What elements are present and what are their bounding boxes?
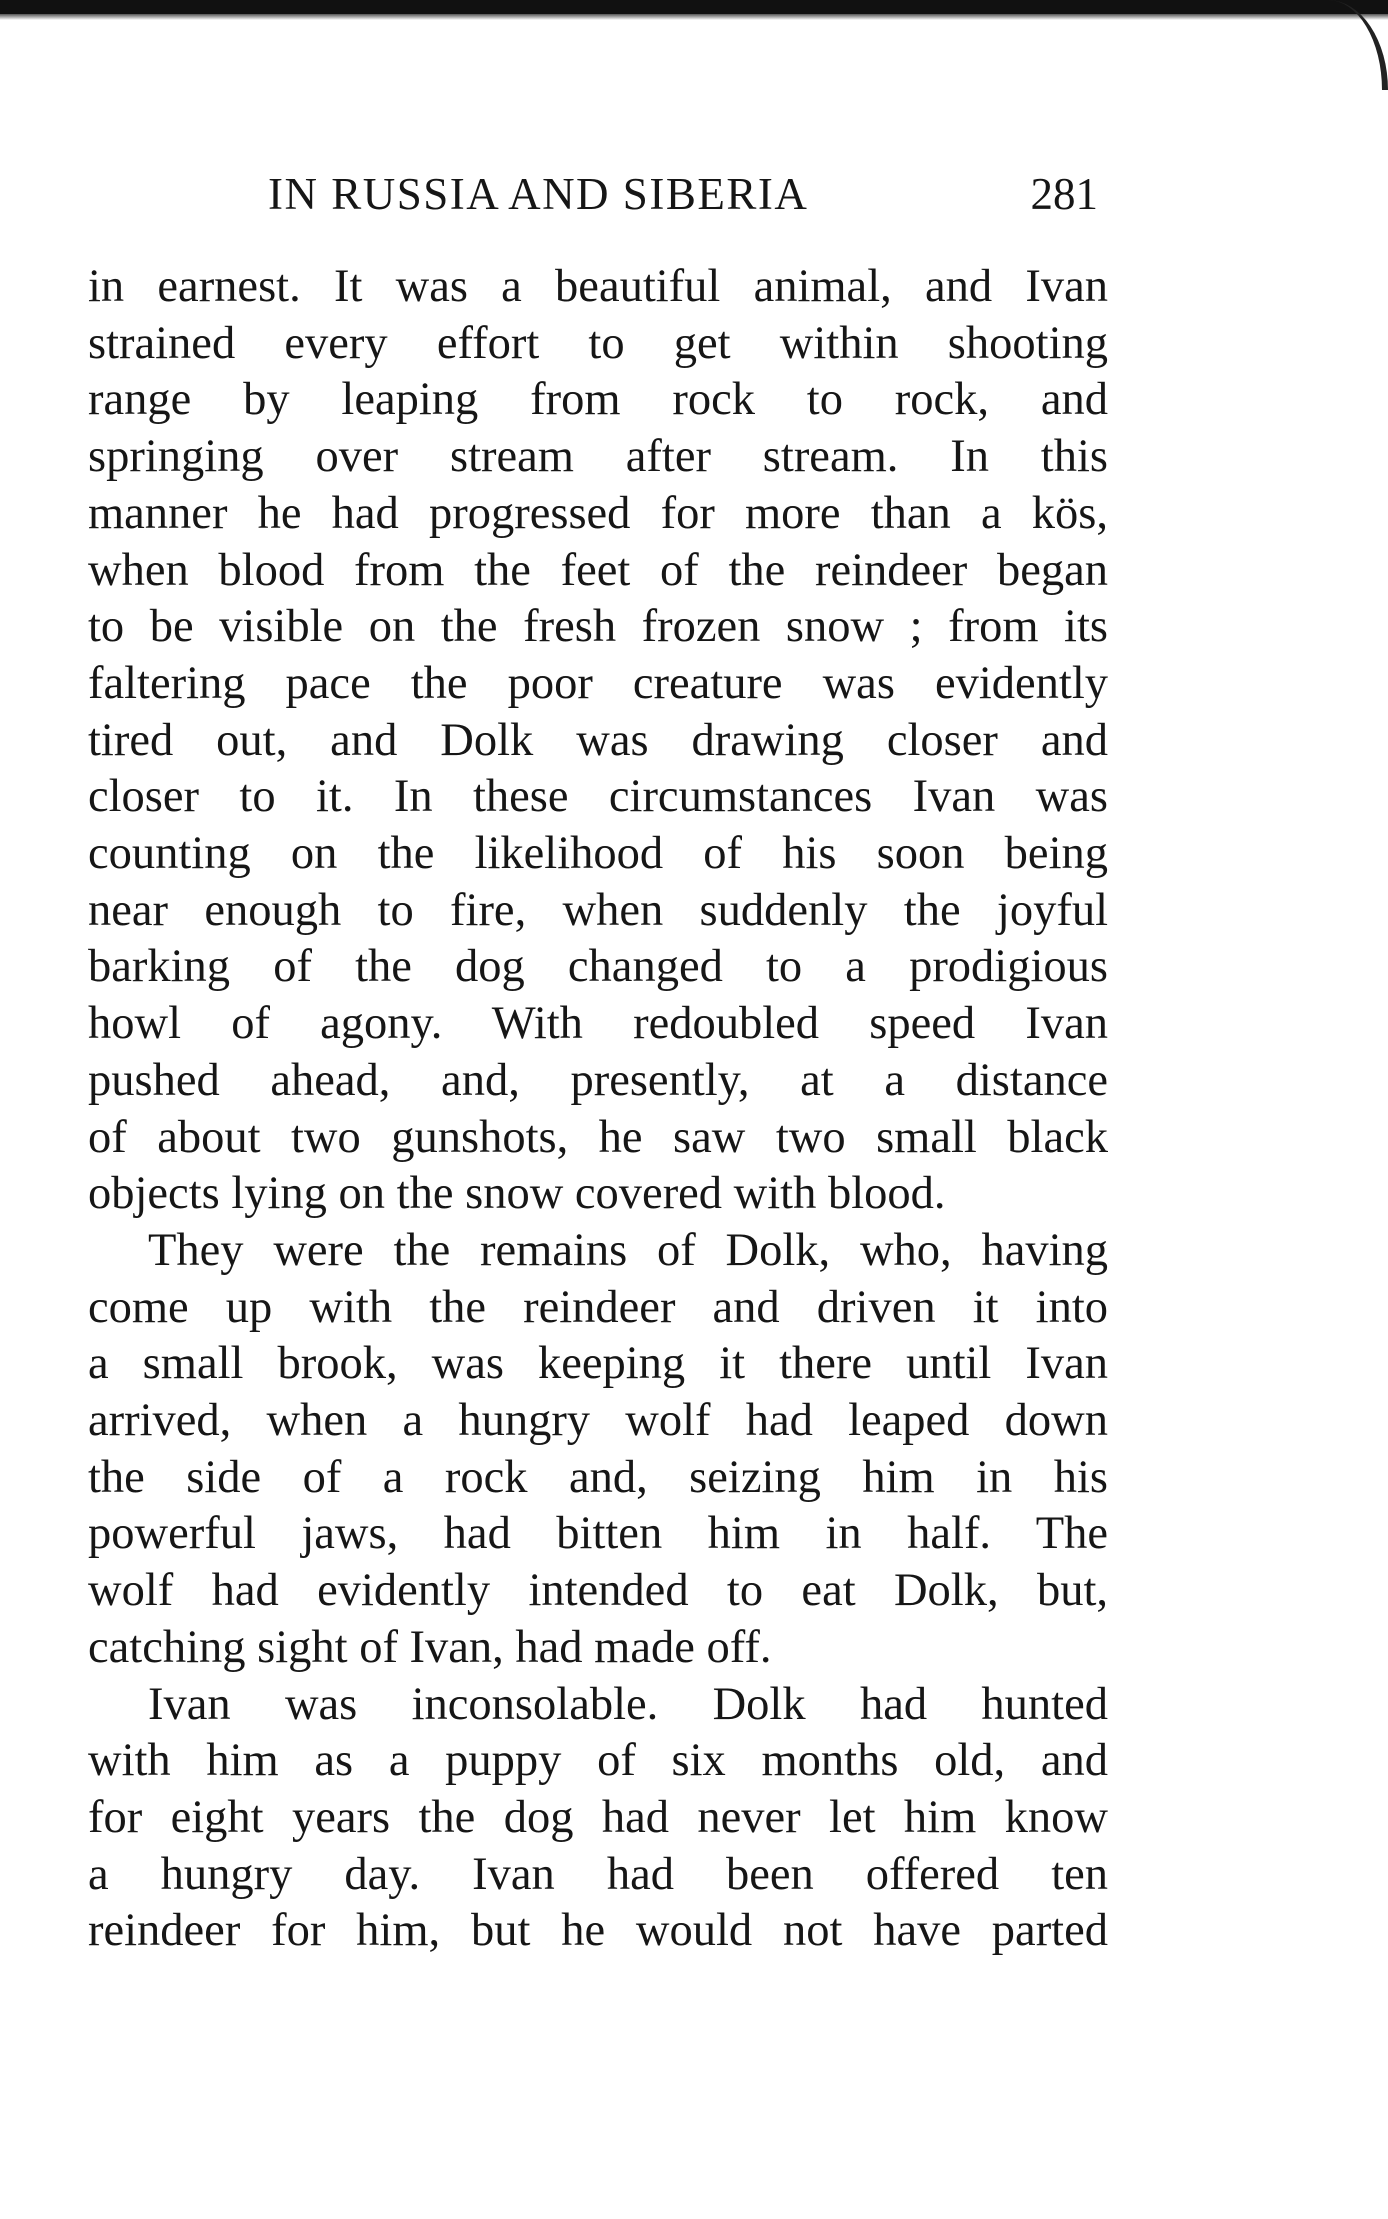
running-header: [268, 168, 1098, 228]
text-line: to be visible on the fresh frozen snow ; from its: [88, 601, 1108, 653]
page-top-edge: [0, 0, 1388, 14]
text-line: objects lying on the snow covered with blood.: [88, 1168, 946, 1220]
text-line: reindeer for him, but he would not have parted: [88, 1905, 1108, 1957]
text-line: in earnest. It was a beautiful animal, and Ivan: [88, 261, 1108, 312]
text-line: powerful jaws, had bitten him in half. The: [88, 1508, 1108, 1560]
text-line: range by leaping from rock to rock, and: [88, 374, 1108, 426]
text-line: springing over stream after stream. In this: [88, 431, 1108, 483]
text-line: catching sight of Ivan, had made off.: [88, 1621, 772, 1673]
text-line: arrived, when a hungry wolf had leaped down: [88, 1395, 1108, 1447]
text-line: for eight years the dog had never let him know: [88, 1791, 1108, 1843]
text-line: counting on the likelihood of his soon being: [88, 828, 1108, 880]
text-line: near enough to fire, when suddenly the joyful: [88, 884, 1108, 936]
paragraph-2: [88, 1223, 1108, 1677]
text-line: manner he had progressed for more than a kös,: [88, 487, 1108, 539]
text-line: howl of agony. With redoubled speed Ivan: [88, 998, 1108, 1050]
text-line: faltering pace the poor creature was evidently: [88, 657, 1108, 709]
page-number: 281: [1030, 169, 1098, 219]
text-line: of about two gunshots, he saw two small black: [88, 1111, 1108, 1163]
text-line: Ivan was inconsolable. Dolk had hunted: [148, 1678, 1108, 1730]
text-line: when blood from the feet of the reindeer began: [88, 544, 1108, 596]
text-line: come up with the reindeer and driven it into: [88, 1281, 1108, 1333]
text-line: They were the remains of Dolk, who, having: [148, 1224, 1108, 1276]
paragraph-3: [88, 1677, 1108, 1961]
text-line: with him as a puppy of six months old, and: [88, 1735, 1108, 1787]
paragraph-1: [88, 259, 1108, 1223]
body-text: [88, 259, 1108, 1960]
text-line: tired out, and Dolk was drawing closer and: [88, 714, 1108, 766]
running-title: IN RUSSIA AND SIBERIA: [268, 169, 809, 219]
text-line: pushed ahead, and, presently, at a distance: [88, 1054, 1108, 1106]
page-top-shadow: [0, 14, 1388, 20]
text-line: strained every effort to get within shooting: [88, 317, 1108, 369]
text-line: a hungry day. Ivan had been offered ten: [88, 1848, 1108, 1900]
text-line: the side of a rock and, seizing him in his: [88, 1451, 1108, 1503]
text-line: closer to it. In these circumstances Ivan was: [88, 771, 1108, 823]
text-line: wolf had evidently intended to eat Dolk, but,: [88, 1565, 1108, 1617]
text-line: barking of the dog changed to a prodigious: [88, 941, 1108, 993]
text-line: a small brook, was keeping it there until Ivan: [88, 1338, 1108, 1390]
